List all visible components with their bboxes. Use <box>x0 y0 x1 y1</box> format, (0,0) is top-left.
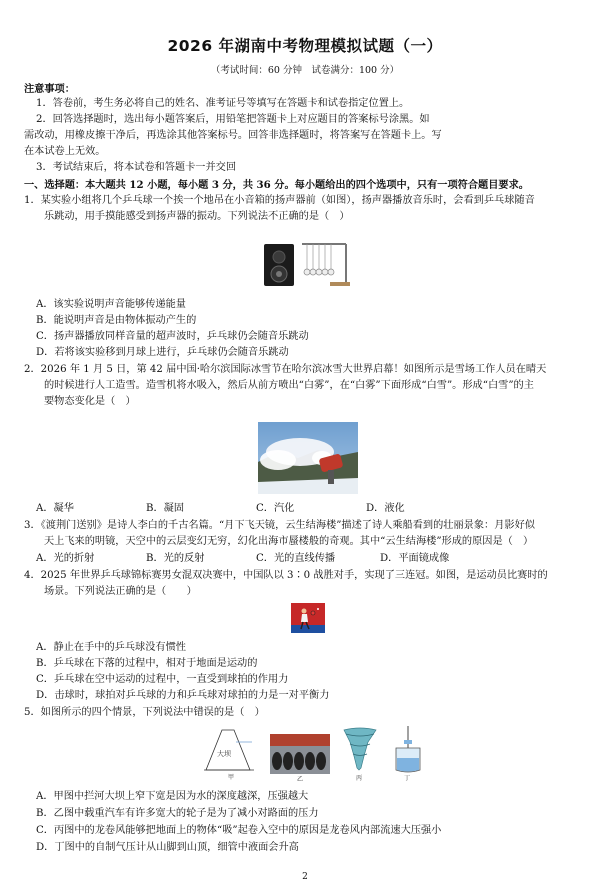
fig-label-ding: 丁 <box>404 775 411 782</box>
notice-item-3: 3．考试结束后，将本试卷和答题卡一并交回 <box>36 162 237 173</box>
q5-option-d: D．丁图中的自制气压计从山脚到山顶，细管中液面会升高 <box>36 842 299 853</box>
exam-info: （考试时间：60 分钟 试卷满分：100 分） <box>210 65 400 76</box>
fig-label-jia: 甲 <box>228 774 235 780</box>
q3-option-d: D．平面镜成像 <box>380 553 450 564</box>
q2-option-d: D．液化 <box>366 503 405 514</box>
q3-option-b: B．光的反射 <box>146 553 205 564</box>
q2-option-c: C．汽化 <box>256 503 295 514</box>
q3-option-c: C．光的直线传播 <box>256 553 336 564</box>
q4-option-c: C．乒乓球在空中运动的过程中，一直受到球拍的作用力 <box>36 674 289 685</box>
q1-stem-line2: 乐跳动，用手摸能感受到扬声器的振动。下列说法不正确的是（ ） <box>44 211 350 222</box>
pingpong-balls-icon <box>304 269 334 275</box>
q4-option-a: A．静止在手中的乒乓球没有惯性 <box>36 642 186 653</box>
figure-dam <box>204 726 254 780</box>
q3-stem-line2: 天上飞来的明镜，天空中的云层变幻无穷，幻化出海市蜃楼般的奇观。其中“云生结海楼”形成的原因是（ ） <box>44 536 534 547</box>
truck-wheels-icon <box>272 752 326 770</box>
figure-truck <box>270 734 330 782</box>
table-tennis-photo <box>291 603 325 633</box>
q4-option-d: D．击球时，球拍对乒乓球的力和乒乓球对球拍的力是一对平衡力 <box>36 690 330 701</box>
paddle-icon <box>311 611 315 615</box>
q2-option-b: B．凝固 <box>146 503 185 514</box>
q2-option-a: A．凝华 <box>36 503 74 514</box>
page-title: 2026 年湖南中考物理模拟试题（一） <box>167 37 443 55</box>
q2-stem-line2: 的时候进行人工造雪。造雪机将水吸入，然后从前方喷出“白雾”，在“白雾”下面形成“白雪”。形成“白雪”的主 <box>44 380 534 391</box>
ball-icon <box>317 608 319 610</box>
q5-option-b: B．乙图中载重汽车有许多宽大的轮子是为了减小对路面的压力 <box>36 808 319 819</box>
dam-label: 大坝 <box>217 750 231 758</box>
notice-item-2-end: 在本试卷上无效。 <box>24 146 106 157</box>
q4-stem-line1: 4．2025 年世界乒乓球锦标赛男女混双决赛中，中国队以 3∶0 战胜对手，实现了三连冠。如图，是运动员比赛时的 <box>24 570 548 581</box>
fig-label-bing: 丙 <box>356 775 363 782</box>
q4-stem-line2: 场景。下列说法正确的是（ ） <box>44 586 197 597</box>
speaker-pingpong-figure <box>262 240 352 288</box>
q2-stem-line1: 2．2026 年 1 月 5 日，第 42 届中国·哈尔滨国际冰雪节在哈尔滨冰雪大世界启幕！如图所示是雪场工作人员在晴天 <box>24 364 547 375</box>
fig-label-yi: 乙 <box>297 776 304 782</box>
notice-item-2-cont: 需改动，用橡皮擦干净后，再选涂其他答案标号。回答非选择题时，将答案写在答题卡上。写 <box>24 130 442 141</box>
q2-stem-line3: 要物态变化是（ ） <box>44 396 136 407</box>
q5-option-a: A．甲图中拦河大坝上窄下宽是因为水的深度越深，压强越大 <box>36 791 309 802</box>
q3-option-a: A．光的折射 <box>36 553 95 564</box>
q1-stem-line1: 1．某实验小组将几个乒乓球一个挨一个地吊在小音箱的扬声器前（如图），扬声器播放音乐时，会看到乒乓球随音 <box>24 195 535 206</box>
q3-stem-line1: 3．《渡荆门送别》是诗人李白的千古名篇。“月下飞天镜，云生结海楼”描述了诗人乘船看到的壮丽景象：月影好似 <box>24 520 535 531</box>
q1-option-c: C．扬声器播放同样音量的超声波时，乒乓球仍会随音乐跳动 <box>36 331 309 342</box>
q5-stem: 5．如图所示的四个情景，下列说法中错误的是（ ） <box>24 707 265 718</box>
q4-option-b: B．乒乓球在下落的过程中，相对于地面是运动的 <box>36 658 258 669</box>
q5-option-c: C．丙图中的龙卷风能够把地面上的物体“吸”起卷入空中的原因是龙卷风内部流速大压强小 <box>36 825 442 836</box>
section-heading: 一、选择题：本大题共 12 小题，每小题 3 分，共 36 分。每小题给出的四个选项中，只有一项符合题目要求。 <box>24 179 529 191</box>
tornado-icon <box>344 728 376 770</box>
notice-heading: 注意事项： <box>24 83 75 95</box>
player-icon <box>301 614 308 622</box>
figure-tornado <box>340 726 380 782</box>
notice-item-1: 1．答卷前，考生务必将自己的姓名、准考证号等填写在答题卡和试卷指定位置上。 <box>36 98 410 109</box>
snow-machine-photo <box>258 422 358 494</box>
figure-barometer <box>388 726 428 782</box>
notice-item-2: 2．回答选择题时，选出每小题答案后，用铅笔把答题卡上对应题目的答案标号涂黑。如 <box>36 114 430 125</box>
q1-option-b: B．能说明声音是由物体振动产生的 <box>36 315 197 326</box>
q1-option-d: D．若将该实验移到月球上进行，乒乓球仍会随音乐跳动 <box>36 347 289 358</box>
page-number: 2 <box>302 872 308 882</box>
q1-option-a: A．该实验说明声音能够传递能量 <box>36 299 186 310</box>
